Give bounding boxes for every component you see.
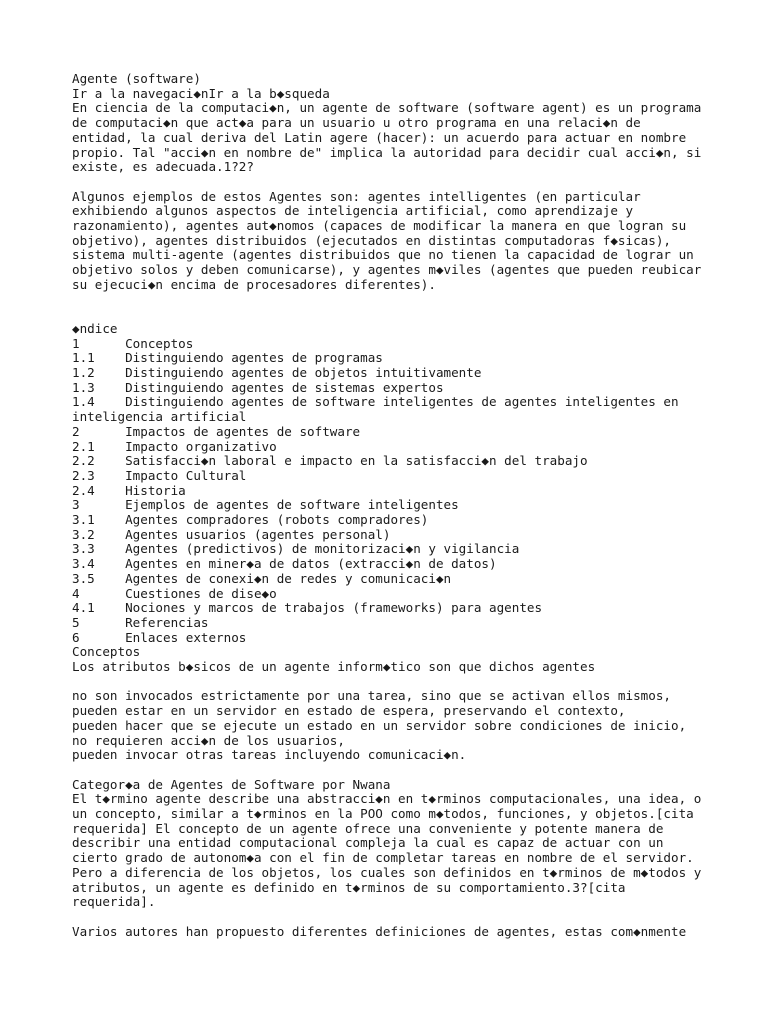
toc-item[interactable]: 4.1 Nociones y marcos de trabajos (frameworks) para agentes (72, 600, 543, 616)
toc-item[interactable]: 3.2 Agentes usuarios (agentes personal) (72, 526, 391, 542)
blank-line (72, 675, 712, 690)
blank-line (72, 175, 712, 190)
toc-item[interactable]: 5 Referencias (72, 614, 209, 630)
toc-item[interactable]: 3.3 Agentes (predictivos) de monitorizaci◆n y vigilancia (72, 541, 520, 557)
categoria-paragraph (72, 792, 712, 910)
paragraph-line: existe, es adecuada.1?2? (72, 159, 254, 175)
paragraph-line: Varios autores han propuesto diferentes definiciones de agentes, estas com◆nmente (72, 923, 687, 939)
paragraph-line: razonamiento), agentes aut◆nomos (capaces de modificar la manera en que logran su (72, 218, 687, 234)
toc-item[interactable]: 2.2 Satisfacci◆n laboral e impacto en la satisfacci◆n del trabajo (72, 453, 588, 469)
examples-paragraph (72, 190, 712, 293)
paragraph-line: requerida] El concepto de un agente ofrece una conveniente y potente manera de (72, 820, 664, 836)
conceptos-intro: Los atributos b◆sicos de un agente inform◆tico son que dichos agentes (72, 659, 596, 675)
toc-item[interactable]: 1 Conceptos (72, 335, 194, 351)
paragraph-line: requerida]. (72, 894, 156, 910)
toc-item[interactable]: 2.1 Impacto organizativo (72, 438, 277, 454)
toc-item[interactable]: 2.3 Impacto Cultural (72, 467, 247, 483)
intro-paragraph (72, 101, 712, 175)
paragraph-line: su ejecuci◆n encima de procesadores diferentes). (72, 276, 436, 292)
paragraph-line: cierto grado de autonom◆a con el fin de completar tareas en nombre de el servidor. (72, 850, 694, 866)
toc-heading: ◆ndice (72, 320, 118, 336)
toc-item[interactable]: 2.4 Historia (72, 482, 186, 498)
toc-item[interactable]: 2 Impactos de agentes de software (72, 423, 361, 439)
paragraph-line: exhibiendo algunos aspectos de inteligencia artificial, como aprendizaje y (72, 203, 634, 219)
list-item: pueden invocar otras tareas incluyendo comunicaci◆n. (72, 747, 467, 763)
paragraph-line: objetivo solos y deben comunicarse), y agentes m◆viles (agentes que pueden reubicar (72, 262, 702, 278)
toc-item[interactable]: 1.3 Distinguiendo agentes de sistemas expertos (72, 379, 444, 395)
section-heading-conceptos: Conceptos (72, 644, 141, 660)
paragraph-line: sistema multi-agente (agentes distribuidos que no tienen la capacidad de lograr un (72, 247, 694, 263)
toc-item[interactable]: 3.5 Agentes de conexi◆n de redes y comunicaci◆n (72, 570, 452, 586)
paragraph-line: de computaci◆n que act◆a para un usuario u otro programa en una relaci◆n de (72, 115, 641, 131)
paragraph-line: Pero a diferencia de los objetos, los cuales son definidos en t◆rminos de m◆todos y (72, 864, 702, 880)
list-item: no son invocados estrictamente por una tarea, sino que se activan ellos mismos, (72, 688, 671, 704)
document-page (72, 72, 712, 939)
toc-item[interactable]: 1.1 Distinguiendo agentes de programas (72, 350, 383, 366)
toc-item[interactable]: 3 Ejemplos de agentes de software inteligentes (72, 497, 459, 513)
paragraph-line: un concepto, similar a t◆rminos en la POO como m◆todos, funciones, y objetos.[cita (72, 806, 694, 822)
blank-line (72, 293, 712, 308)
autores-paragraph (72, 925, 712, 940)
list-item: no requieren acci◆n de los usuarios, (72, 732, 345, 748)
nav-links[interactable]: Ir a la navegaci◆nIr a la b◆squeda (72, 85, 330, 101)
paragraph-line: describir una entidad computacional compleja la cual es capaz de actuar con un (72, 835, 664, 851)
list-item: pueden hacer que se ejecute un estado en un servidor sobre condiciones de inicio, (72, 717, 687, 733)
paragraph-line: entidad, la cual deriva del Latin agere (hacer): un acuerdo para actuar en nombre (72, 129, 687, 145)
blank-line (72, 307, 712, 322)
table-of-contents (72, 337, 712, 646)
toc-item[interactable]: 4 Cuestiones de dise◆o (72, 585, 277, 601)
attributes-list (72, 689, 712, 763)
paragraph-line: atributos, un agente es definido en t◆rminos de su comportamiento.3?[cita (72, 879, 626, 895)
toc-item[interactable]: 3.4 Agentes en miner◆a de datos (extracci◆n de datos) (72, 556, 497, 572)
paragraph-line: El t◆rmino agente describe una abstracci◆n en t◆rminos computacionales, una idea, o (72, 791, 702, 807)
blank-line (72, 763, 712, 778)
toc-item[interactable]: inteligencia artificial (72, 409, 247, 425)
paragraph-line: En ciencia de la computaci◆n, un agente de software (software agent) es un programa (72, 100, 702, 116)
toc-item[interactable]: 3.1 Agentes compradores (robots compradores) (72, 512, 429, 528)
paragraph-line: Algunos ejemplos de estos Agentes son: agentes intelligentes (en particular (72, 188, 641, 204)
blank-line (72, 910, 712, 925)
toc-item[interactable]: 1.4 Distinguiendo agentes de software inteligentes de agentes inteligentes en (72, 394, 679, 410)
paragraph-line: propio. Tal "acci◆n en nombre de" implica la autoridad para decidir cual acci◆n, si (72, 144, 702, 160)
paragraph-line: objetivo), agentes distribuidos (ejecutados en distintas computadoras f◆sicas), (72, 232, 671, 248)
section-heading-categoria: Categor◆a de Agentes de Software por Nwana (72, 776, 391, 792)
toc-item[interactable]: 1.2 Distinguiendo agentes de objetos intuitivamente (72, 365, 482, 381)
toc-item[interactable]: 6 Enlaces externos (72, 629, 247, 645)
document-title: Agente (software) (72, 71, 201, 86)
list-item: pueden estar en un servidor en estado de espera, preservando el contexto, (72, 703, 626, 719)
